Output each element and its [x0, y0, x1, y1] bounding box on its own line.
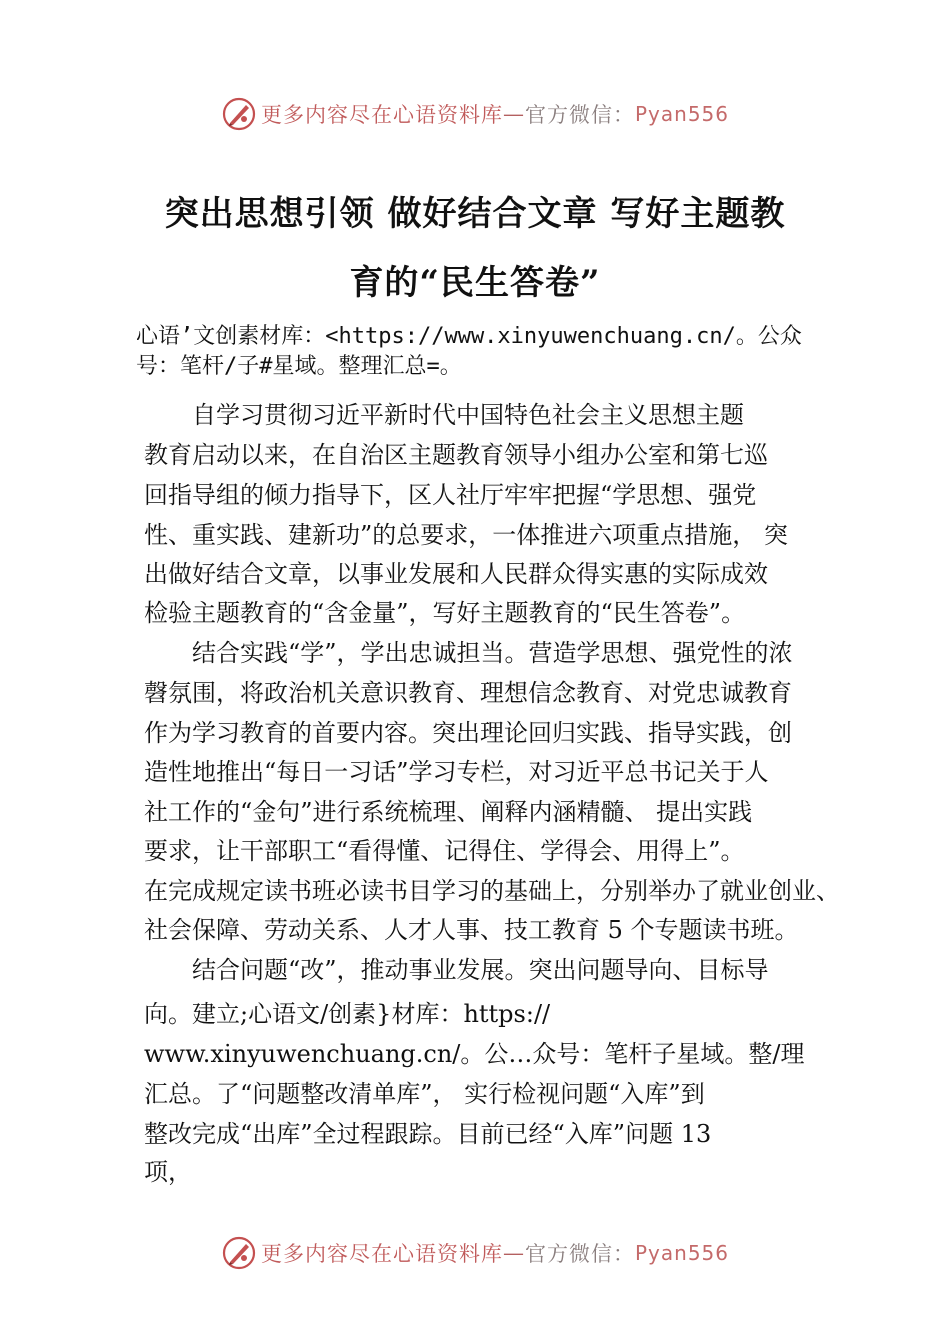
body-line: 社会保障、劳动关系、人才人事、技工教育 5 个专题读书班。: [144, 916, 799, 944]
body-line: 汇总。了“问题整改清单库”， 实行检视问题“入库”到: [144, 1080, 705, 1108]
document-title-line-1: 突出思想引领 做好结合文章 写好主题教: [164, 194, 786, 234]
pen-logo-icon: [221, 96, 257, 132]
source-note-line-2: 号：笔杆/子#星域。整理汇总=。: [136, 354, 462, 379]
banner-separator: —: [502, 102, 525, 126]
body-line: 向。建立;心语文/创素}材库：https://: [144, 1000, 551, 1028]
banner-wechat-id: Pyan556: [634, 102, 729, 126]
source-note-line-1: 心语’文创素材库：<https://www.xinyuwenchuang.cn/。公众: [136, 324, 802, 349]
body-line: www.xinyuwenchuang.cn/。公…众号：笔杆子星域。整/理: [144, 1040, 805, 1068]
body-line: 项，: [144, 1158, 192, 1186]
body-line: 㲈氛围，将政治机关意识教育、理想信念教育、对党忠诚教育: [144, 679, 792, 707]
footer-watermark-banner: [0, 1233, 950, 1273]
body-line: 作为学习教育的首要内容。突出理论回归实践、指导实践，创: [144, 719, 792, 747]
banner-text: 更多内容尽在心语资料库: [260, 1242, 503, 1266]
banner-separator: —: [502, 1241, 525, 1265]
body-line: 回指导组的倾力指导下，区人社厅牢牢把握“学思想、强党: [144, 481, 757, 509]
body-line: 造性地推出“每日一习话”学习专栏，对习近平总书记关于人: [144, 758, 769, 786]
body-line: 性、重实践、建新功”的总要求，一体推进六项重点措施， 突: [144, 521, 788, 549]
body-line: 结合实践“学”，学出忠诚担当。营造学思想、强党性的浓: [144, 639, 793, 667]
banner-text: 更多内容尽在心语资料库: [260, 103, 503, 127]
body-line: 整改完成“出库”全过程跟踪。目前已经“入库”问题 13: [144, 1120, 712, 1148]
banner-wechat-label: 官方微信：: [524, 1242, 635, 1266]
banner-wechat-id: Pyan556: [634, 1241, 729, 1265]
header-watermark-banner: [0, 94, 950, 134]
body-line: 检验主题教育的“含金量”，写好主题教育的“民生答卷”。: [144, 599, 746, 627]
pen-logo-icon: [221, 1235, 257, 1271]
body-line: 教育启动以来，在自治区主题教育领导小组办公室和第七巡: [144, 441, 768, 469]
body-line: 出做好结合文章，以事业发展和人民群众得实惠的实际成效: [144, 560, 768, 588]
body-line: 要求，让干部职工“看得懂、记得住、学得会、用得上”。: [144, 837, 745, 865]
body-line: 自学习贯彻习近平新时代中国特色社会主义思想主题: [144, 401, 744, 429]
document-title-line-2: 育的“民生答卷”: [349, 263, 601, 303]
body-line: 在完成规定读书班必读书目学习的基础上，分别举办了就业创业、: [144, 877, 840, 905]
banner-wechat-label: 官方微信：: [524, 103, 635, 127]
body-line: 社工作的“金句”进行系统梳理、阐释内涵精髓、 提出实践: [144, 798, 753, 826]
body-line: 结合问题“改”，推动事业发展。突出问题导向、目标导: [144, 956, 769, 984]
